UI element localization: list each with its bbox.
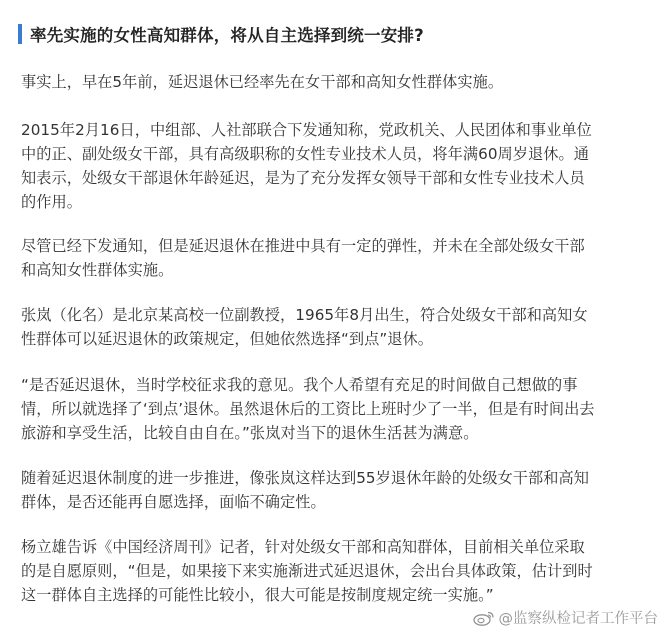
paragraph-line: 的是自愿原则，“但是，如果接下来实施渐进式延迟退休，会出台具体政策，估计到时	[21, 562, 593, 580]
paragraph-line: 旅游和享受生活，比较自由自在。”张岚对当下的退休生活甚为满意。	[21, 424, 479, 442]
weibo-icon	[473, 610, 495, 626]
paragraph-line: 群体，是否还能再自愿选择，面临不确定性。	[21, 493, 326, 511]
paragraph-line: 事实上，早在5年前，延迟退休已经率先在女干部和高知女性群体实施。	[21, 73, 504, 91]
paragraph-line: 中的正、副处级女干部，具有高级职称的女性专业技术人员，将年满60周岁退休。通	[21, 145, 589, 163]
paragraph-line: 随着延迟退休制度的进一步推进，像张岚这样达到55岁退休年龄的处级女干部和高知	[21, 469, 589, 487]
paragraph-line: 2015年2月16日，中组部、人社部联合下发通知称，党政机关、人民团体和事业单位	[21, 121, 592, 139]
paragraph-line: 情，所以就选择了‘到点’退休。虽然退休后的工资比上班时少了一半，但是有时间出去	[21, 400, 595, 418]
paragraph-1	[21, 70, 645, 94]
paragraph-2	[21, 118, 645, 214]
watermark-text: @监察纵检记者工作平台	[498, 611, 658, 627]
paragraph-7	[21, 535, 645, 607]
heading-accent-bar	[18, 24, 22, 44]
paragraph-4	[21, 303, 645, 351]
paragraph-line: 这一群体自主选择的可能性比较小，很大可能是按制度规定统一实施。”	[21, 586, 494, 604]
paragraph-5	[21, 373, 645, 445]
paragraph-line: 尽管已经下发通知，但是延迟退休在推进中具有一定的弹性，并未在全部处级女干部	[21, 237, 585, 255]
heading-title: 率先实施的女性高知群体，将从自主选择到统一安排?	[30, 26, 424, 45]
weibo-watermark	[473, 607, 659, 628]
paragraph-3	[21, 234, 645, 282]
paragraph-line: 性群体可以延迟退休的政策规定，但她依然选择“到点”退休。	[21, 330, 434, 348]
paragraph-line: 知表示，处级女干部退休年龄延迟，是为了充分发挥女领导干部和女性专业技术人员	[21, 169, 585, 187]
paragraph-line: 杨立雄告诉《中国经济周刊》记者，针对处级女干部和高知群体，目前相关单位采取	[21, 538, 585, 556]
paragraph-line: “是否延迟退休，当时学校征求我的意见。我个人希望有充足的时间做自己想做的事	[21, 376, 578, 394]
paragraph-line: 张岚（化名）是北京某高校一位副教授，1965年8月出生，符合处级女干部和高知女	[21, 306, 588, 324]
section-heading	[18, 22, 638, 46]
paragraph-line: 和高知女性群体实施。	[21, 261, 174, 279]
paragraph-6	[21, 466, 645, 514]
paragraph-line: 的作用。	[21, 193, 82, 211]
